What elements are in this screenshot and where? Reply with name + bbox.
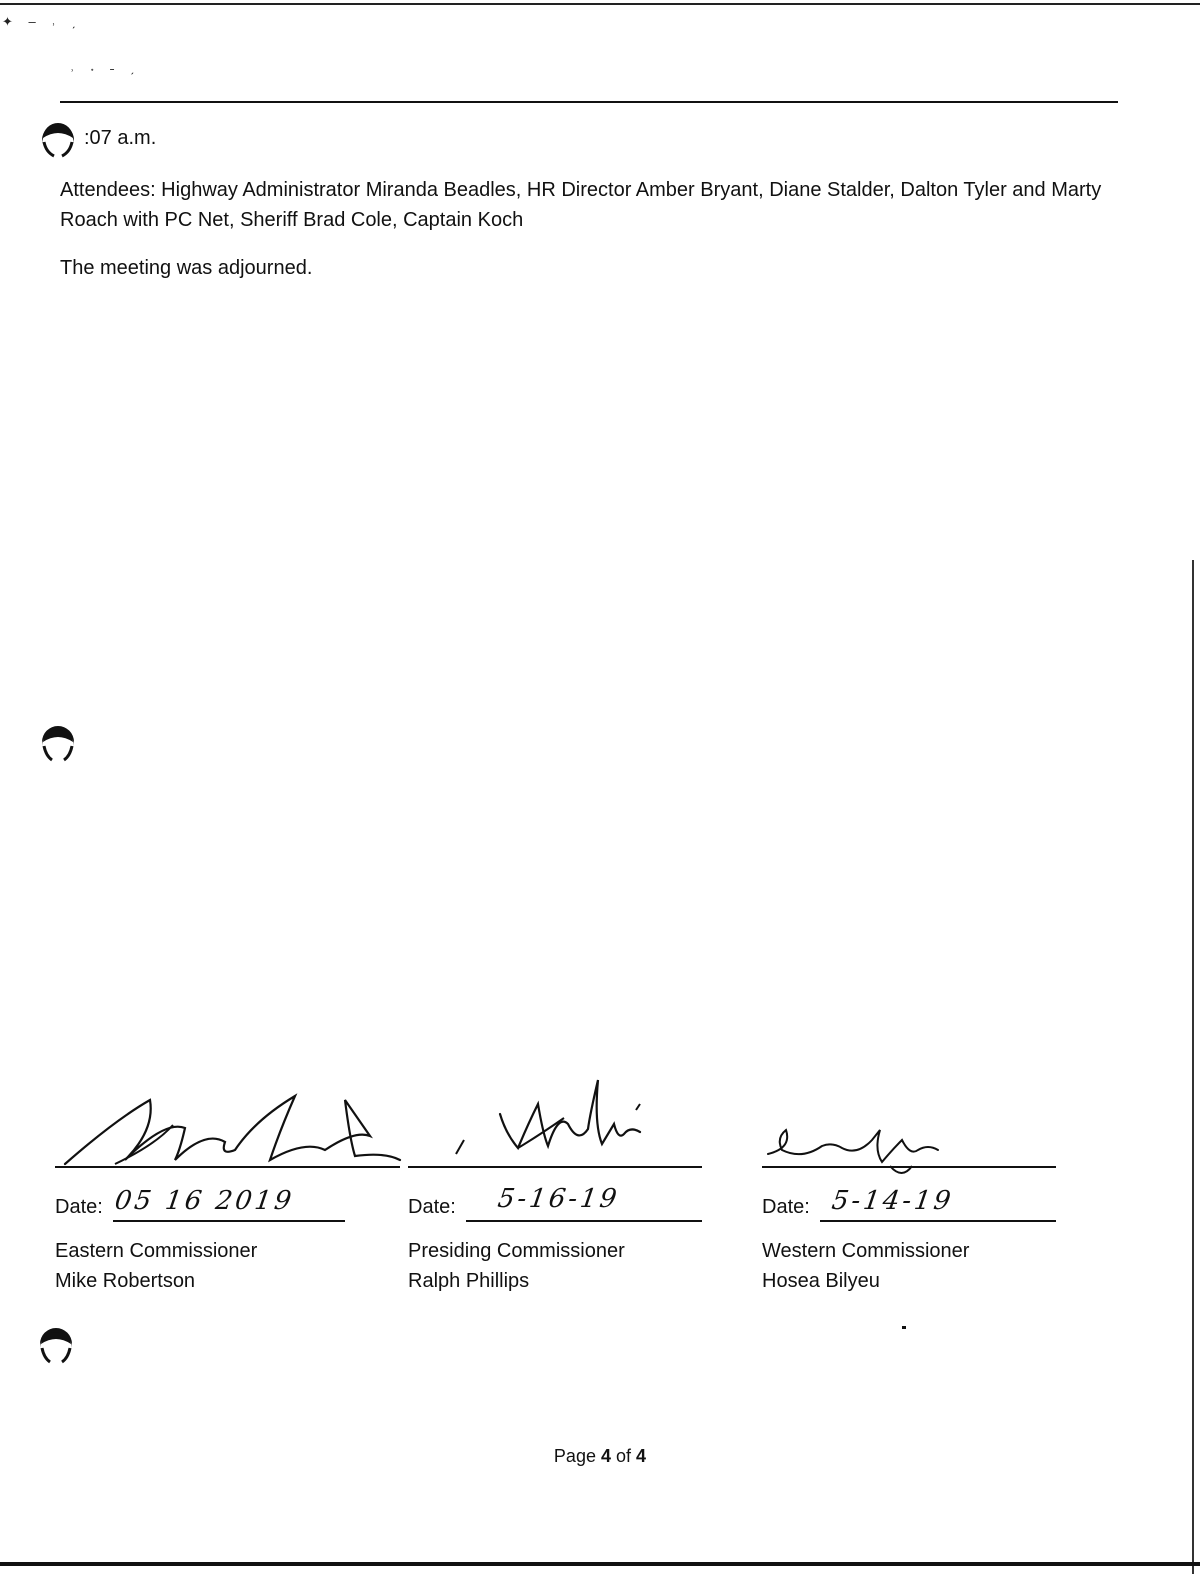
signer-name: Ralph Phillips	[408, 1270, 530, 1292]
signature-eastern-image	[55, 1090, 400, 1170]
punch-hole-icon	[40, 726, 76, 762]
date-label: Date:	[55, 1196, 103, 1218]
attendees-paragraph: Attendees: Highway Administrator Miranda Beadles, HR Director Amber Bryant, Diane Stalder, Dalton Tyler and Marty Roach with PC Net, Sheriff Brad Cole, Captain Koch	[60, 179, 1102, 231]
scan-speckle: ˒ ˖ ˗ ˏ	[70, 60, 141, 75]
punch-hole-icon	[40, 122, 76, 158]
date-handwritten: 05 16 2019	[112, 1186, 296, 1216]
page-total: 4	[636, 1446, 647, 1466]
signature-presiding-image	[408, 1074, 702, 1154]
page-prefix: Page	[553, 1446, 596, 1466]
date-label: Date:	[762, 1196, 810, 1218]
signer-name: Hosea Bilyeu	[762, 1270, 880, 1292]
page-number	[0, 1446, 1200, 1467]
date-line	[466, 1220, 702, 1222]
signer-role: Western Commissioner	[762, 1240, 970, 1262]
date-handwritten: 5-16-19	[495, 1184, 622, 1214]
page-of: of	[616, 1446, 632, 1466]
page-edge-right	[1192, 560, 1194, 1574]
meeting-end-time: :07 a.m.	[84, 127, 157, 149]
adjourned-statement: The meeting was adjourned.	[60, 257, 313, 279]
signature-line	[408, 1166, 702, 1168]
page-edge-bottom	[0, 1562, 1200, 1566]
signature-line	[762, 1166, 1056, 1168]
signature-western-image	[762, 1090, 1056, 1170]
page-current: 4	[600, 1446, 611, 1466]
scan-speckle: ✦ ‒ ˒ ˏ	[2, 14, 82, 29]
header-rule	[60, 101, 1118, 103]
signer-name: Mike Robertson	[55, 1270, 196, 1292]
signer-role: Presiding Commissioner	[408, 1240, 625, 1262]
punch-hole-icon	[38, 1328, 74, 1364]
scan-speckle	[902, 1326, 906, 1329]
signature-line	[55, 1166, 400, 1168]
date-line	[113, 1220, 345, 1222]
date-handwritten: 5-14-19	[829, 1186, 956, 1216]
date-line	[820, 1220, 1056, 1222]
date-label: Date:	[408, 1196, 456, 1218]
page-edge-top	[0, 3, 1200, 5]
signer-role: Eastern Commissioner	[55, 1240, 258, 1262]
